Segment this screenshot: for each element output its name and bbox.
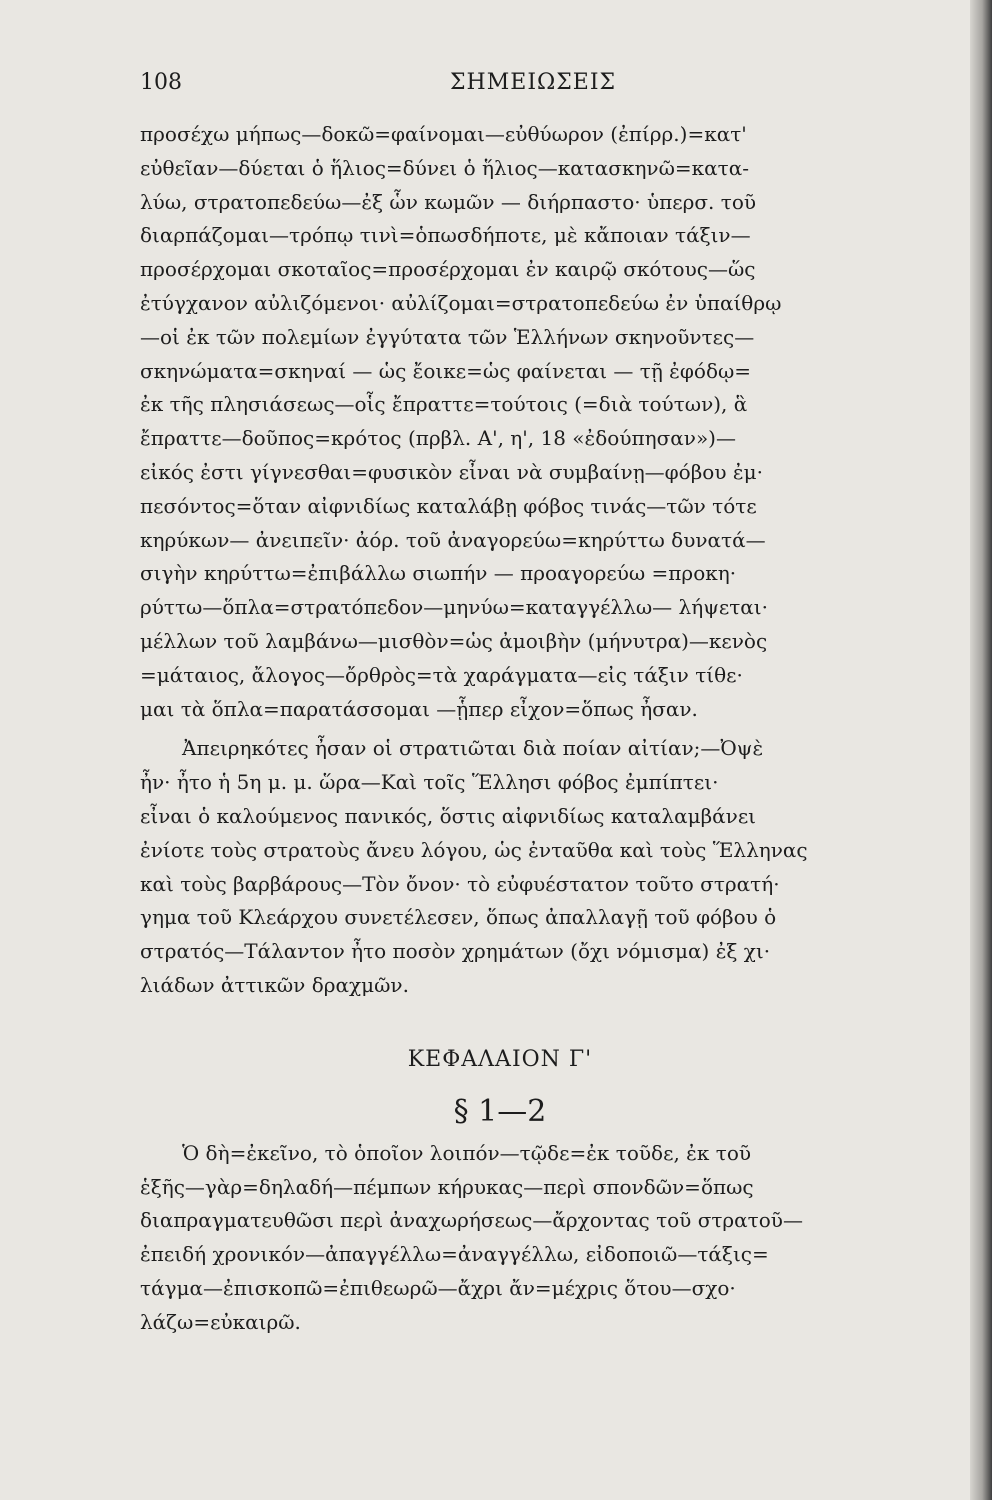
text-line: προσέρχομαι σκοταῖος=προσέρχομαι ἐν καιρῷ σκότους—ὥς [140, 257, 756, 282]
text-line: τάγμα—ἐπισκοπῶ=ἐπιθεωρῶ—ἄχρι ἄν=μέχρις ὅτου—σχο· [140, 1275, 736, 1300]
text-line: =μάταιος, ἄλογος—ὄρθρὸς=τὰ χαράγματα—εἰς τάξιν τίθε· [140, 662, 743, 687]
text-line: —οἱ ἐκ τῶν πολεμίων ἐγγύτατα τῶν Ἑλλήνων σκηνοῦντες— [140, 324, 755, 349]
text-line: ἑξῆς—γὰρ=δηλαδή—πέμπων κήρυκας—περὶ σπονδῶν=ὅπως [140, 1174, 754, 1199]
text-line: λύω, στρατοπεδεύω—ἐξ ὧν κωμῶν — διήρπαστο· ὑπερσ. τοῦ [140, 189, 757, 214]
text-line: ἐνίοτε τοὺς στρατοὺς ἄνευ λόγου, ὡς ἐνταῦθα καὶ τοὺς Ἕλληνας [140, 837, 808, 862]
text-line: λιάδων ἀττικῶν δραχμῶν. [140, 972, 409, 997]
text-line: κηρύκων— ἀνειπεῖν· ἀόρ. τοῦ ἀναγορεύω=κηρύττω δυνατά— [140, 527, 766, 552]
text-line: ἦν· ἦτο ἡ 5η μ. μ. ὥρα—Καὶ τοῖς Ἕλλησι φόβος ἐμπίπτει· [140, 770, 719, 795]
book-page [140, 60, 940, 1340]
text-line: καὶ τοὺς βαρβάρους—Τὸν ὄνον· τὸ εὐφυέστατον τοῦτο στρατή· [140, 871, 780, 896]
text-line: εἶναι ὁ καλούμενος πανικός, ὅστις αἰφνιδίως καταλαμβάνει [140, 803, 757, 828]
text-line: ἔπραττε—δοῦπος=κρότος (πρβλ. Α', η', 18 «ἐδούπησαν»)— [140, 426, 736, 451]
page-number: 108 [140, 70, 182, 95]
running-title: ΣΗΜΕΙΩΣΕΙΣ [450, 70, 617, 95]
text-line: μαι τὰ ὅπλα=παρατάσσομαι —ᾗπερ εἶχον=ὅπως ἦσαν. [140, 696, 698, 721]
text-line: εὐθεῖαν—δύεται ὁ ἥλιος=δύνει ὁ ἥλιος—κατασκηνῶ=κατα- [140, 155, 749, 180]
text-line: σκηνώματα=σκηναί — ὡς ἔοικε=ὡς φαίνεται — τῇ ἐφόδῳ= [140, 358, 752, 383]
section-mark: § 1—2 [453, 1093, 547, 1129]
text-line: ρύττω—ὅπλα=στρατόπεδον—μηνύω=καταγγέλλω— λήψεται· [140, 595, 769, 620]
text-line: ἐτύγχανον αὐλιζόμενοι· αὐλίζομαι=στρατοπεδεύω ἐν ὑπαίθρῳ [140, 290, 782, 315]
text-line: Ἀπειρηκότες ἦσαν οἱ στρατιῶται διὰ ποίαν αἰτίαν;—Ὀψὲ [182, 736, 764, 761]
text-line: διαρπάζομαι—τρόπῳ τινὶ=ὁπωσδήποτε, μὲ κἄποιαν τάξιν— [140, 223, 751, 248]
notes-paragraph [140, 118, 940, 726]
chapter-title: ΚΕΦΑΛΑΙΟΝ Γ' [407, 1046, 593, 1072]
page-header [140, 60, 940, 110]
text-line: διαπραγματευθῶσι περὶ ἀναχωρήσεως—ἄρχοντας τοῦ στρατοῦ— [140, 1208, 803, 1233]
text-line: ἐκ τῆς πλησιάσεως—οἷς ἔπραττε=τούτοις (=διὰ τούτων), ἃ [140, 392, 748, 417]
commentary-paragraph [140, 732, 940, 1002]
chapter-paragraph [140, 1137, 940, 1340]
text-line: στρατός—Τάλαντον ἦτο ποσὸν χρημάτων (ὄχι νόμισμα) ἐξ χι· [140, 939, 771, 964]
text-line: σιγὴν κηρύττω=ἐπιβάλλω σιωπήν — προαγορεύω =προκη· [140, 561, 737, 586]
text-line: ἐπειδή χρονικόν—ἀπαγγέλλω=ἀναγγέλλω, εἰδοποιῶ—τάξις= [140, 1242, 769, 1267]
text-line: πεσόντος=ὅταν αἰφνιδίως καταλάβῃ φόβος τινάς—τῶν τότε [140, 493, 757, 518]
page-edge-shadow [970, 0, 992, 1500]
text-line: γημα τοῦ Κλεάρχου συνετέλεσεν, ὅπως ἀπαλλαγῇ τοῦ φόβου ὁ [140, 905, 777, 930]
text-line: μέλλων τοῦ λαμβάνω—μισθὸν=ὡς ἀμοιβὴν (μήνυτρα)—κενὸς [140, 628, 768, 653]
text-line: Ὁ δὴ=ἐκεῖνο, τὸ ὁποῖον λοιπόν—τῷδε=ἐκ τοῦδε, ἐκ τοῦ [182, 1140, 752, 1165]
text-line: εἰκός ἐστι γίγνεσθαι=φυσικὸν εἶναι νὰ συμβαίνῃ—φόβου ἐμ· [140, 459, 763, 484]
text-line: προσέχω μήπως—δοκῶ=φαίνομαι—εὐθύωρον (ἐπίρρ.)=κατ' [140, 122, 747, 146]
text-line: λάζω=εὐκαιρῶ. [140, 1309, 301, 1334]
